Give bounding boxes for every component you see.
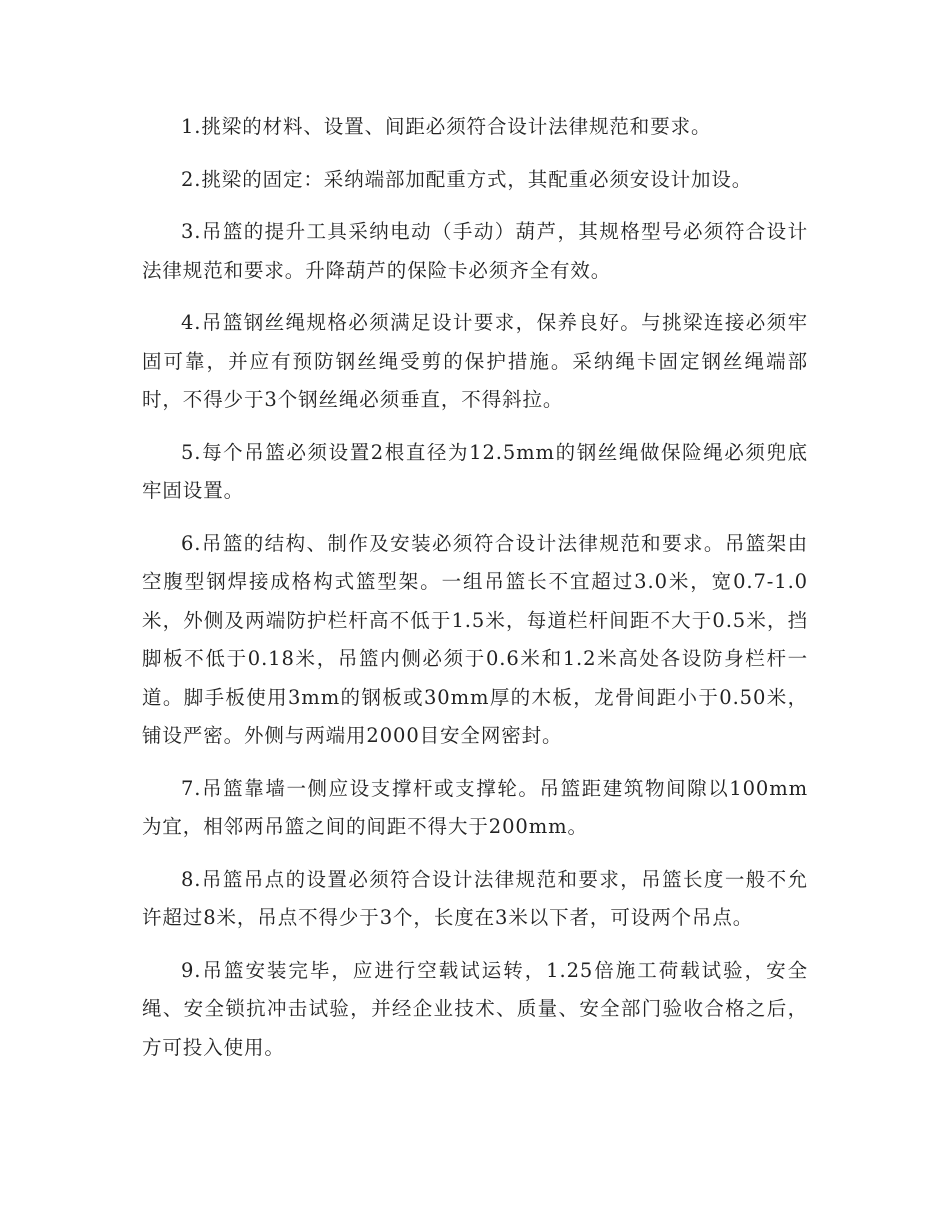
paragraph-8: 8.吊篮吊点的设置必须符合设计法律规范和要求，吊篮长度一般不允许超过8米，吊点不得少于3个，长度在3米以下者，可设两个吊点。 [142, 867, 808, 929]
document-body [142, 108, 808, 1081]
paragraph-9: 9.吊篮安装完毕，应进行空载试运转，1.25倍施工荷载试验，安全绳、安全锁抗冲击试验，并经企业技术、质量、安全部门验收合格之后，方可投入使用。 [142, 958, 808, 1059]
paragraph-3: 3.吊篮的提升工具采纳电动（手动）葫芦，其规格型号必须符合设计法律规范和要求。升降葫芦的保险卡必须齐全有效。 [142, 220, 808, 282]
paragraph-4: 4.吊篮钢丝绳规格必须满足设计要求，保养良好。与挑梁连接必须牢固可靠，并应有预防钢丝绳受剪的保护措施。采纳绳卡固定钢丝绳端部时，不得少于3个钢丝绳必须垂直，不得斜拉。 [142, 311, 808, 411]
paragraph-6: 6.吊篮的结构、制作及安装必须符合设计法律规范和要求。吊篮架由空腹型钢焊接成格构式篮型架。一组吊篮长不宜超过3.0米，宽0.7-1.0米，外侧及两端防护栏杆高不低于1.5米，每道栏杆间距不大于0.5米，挡脚板不低于0.18米，吊篮内侧必须于0.6米和1.2米高处各设防身栏杆一道。脚手板使用3mm的钢板或30mm厚的木板，龙骨间距小于0.50米，铺设严密。外侧与两端用2000目安全网密封。 [142, 531, 808, 747]
paragraph-5: 5.每个吊篮必须设置2根直径为12.5mm的钢丝绳做保险绳必须兜底牢固设置。 [142, 440, 808, 502]
paragraph-1: 1.挑梁的材料、设置、间距必须符合设计法律规范和要求。 [181, 115, 712, 138]
paragraph-7: 7.吊篮靠墙一侧应设支撑杆或支撑轮。吊篮距建筑物间隙以100mm为宜，相邻两吊篮之间的间距不得大于200mm。 [142, 776, 808, 838]
paragraph-2: 2.挑梁的固定：采纳端部加配重方式，其配重必须安设计加设。 [181, 167, 753, 191]
